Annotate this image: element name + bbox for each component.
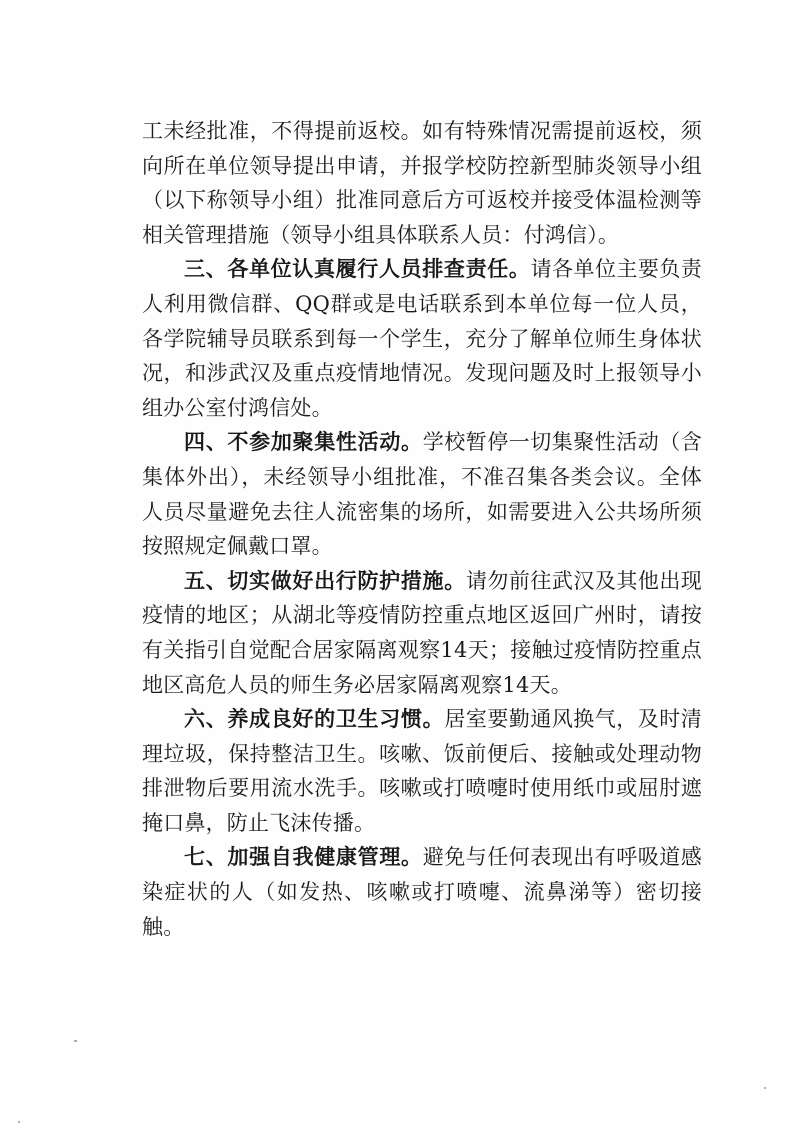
paragraph-section-7 bbox=[142, 840, 702, 944]
paragraph-section-3 bbox=[142, 252, 702, 425]
scan-speck bbox=[764, 1087, 766, 1089]
paragraph-body: 请勿前往武汉及其他出现疫情的地区；从湖北等疫情防控重点地区返回广州时，请按有关指引自觉配合居家隔离观察14天；接触过疫情防控重点地区高危人员的师生务必居家隔离观察14天。 bbox=[142, 568, 703, 697]
section-heading: 四、不参加聚集性活动。 bbox=[184, 430, 423, 455]
paragraph-body: 避免与任何表现出有呼吸道感染症状的人（如发热、咳嗽或打喷嚏、流鼻涕等）密切接触。 bbox=[142, 845, 702, 939]
paragraph-section-5 bbox=[142, 564, 702, 702]
section-heading: 七、加强自我健康管理。 bbox=[184, 845, 423, 870]
paragraph-section-4 bbox=[142, 425, 702, 563]
scan-speck bbox=[74, 1040, 77, 1042]
paragraph-body: 请各单位主要负责人利用微信群、QQ群或是电话联系到本单位每一位人员，各学院辅导员联系到每一个学生，充分了解单位师生身体状况，和涉武汉及重点疫情地情况。发现问题及时上报领导小组办公室付鸿信处。 bbox=[142, 257, 702, 420]
document-body bbox=[142, 114, 702, 944]
section-heading: 六、养成良好的卫生习惯。 bbox=[184, 707, 445, 732]
paragraph-section-6 bbox=[142, 702, 702, 840]
paragraph-body: 居室要勤通风换气，及时清理垃圾，保持整洁卫生。咳嗽、饭前便后、接触或处理动物排泄物后要用流水洗手。咳嗽或打喷嚏时使用纸巾或屈肘遮掩口鼻，防止飞沫传播。 bbox=[142, 707, 702, 835]
paragraph-body: 工未经批准，不得提前返校。如有特殊情况需提前返校，须向所在单位领导提出申请，并报学校防控新型肺炎领导小组（以下称领导小组）批准同意后方可返校并接受体温检测等相关管理措施（领导小组具体联系人员：付鸿信）。 bbox=[142, 119, 702, 247]
section-heading: 三、各单位认真履行人员排查责任。 bbox=[184, 257, 531, 282]
paragraph-continuation bbox=[142, 114, 702, 252]
section-heading: 五、切实做好出行防护措施。 bbox=[184, 568, 466, 593]
paragraph-body: 学校暂停一切集聚性活动（含集体外出），未经领导小组批准，不准召集各类会议。全体人员尽量避免去往人流密集的场所，如需要进入公共场所须按照规定佩戴口罩。 bbox=[142, 430, 702, 559]
scan-speck bbox=[18, 1121, 20, 1123]
